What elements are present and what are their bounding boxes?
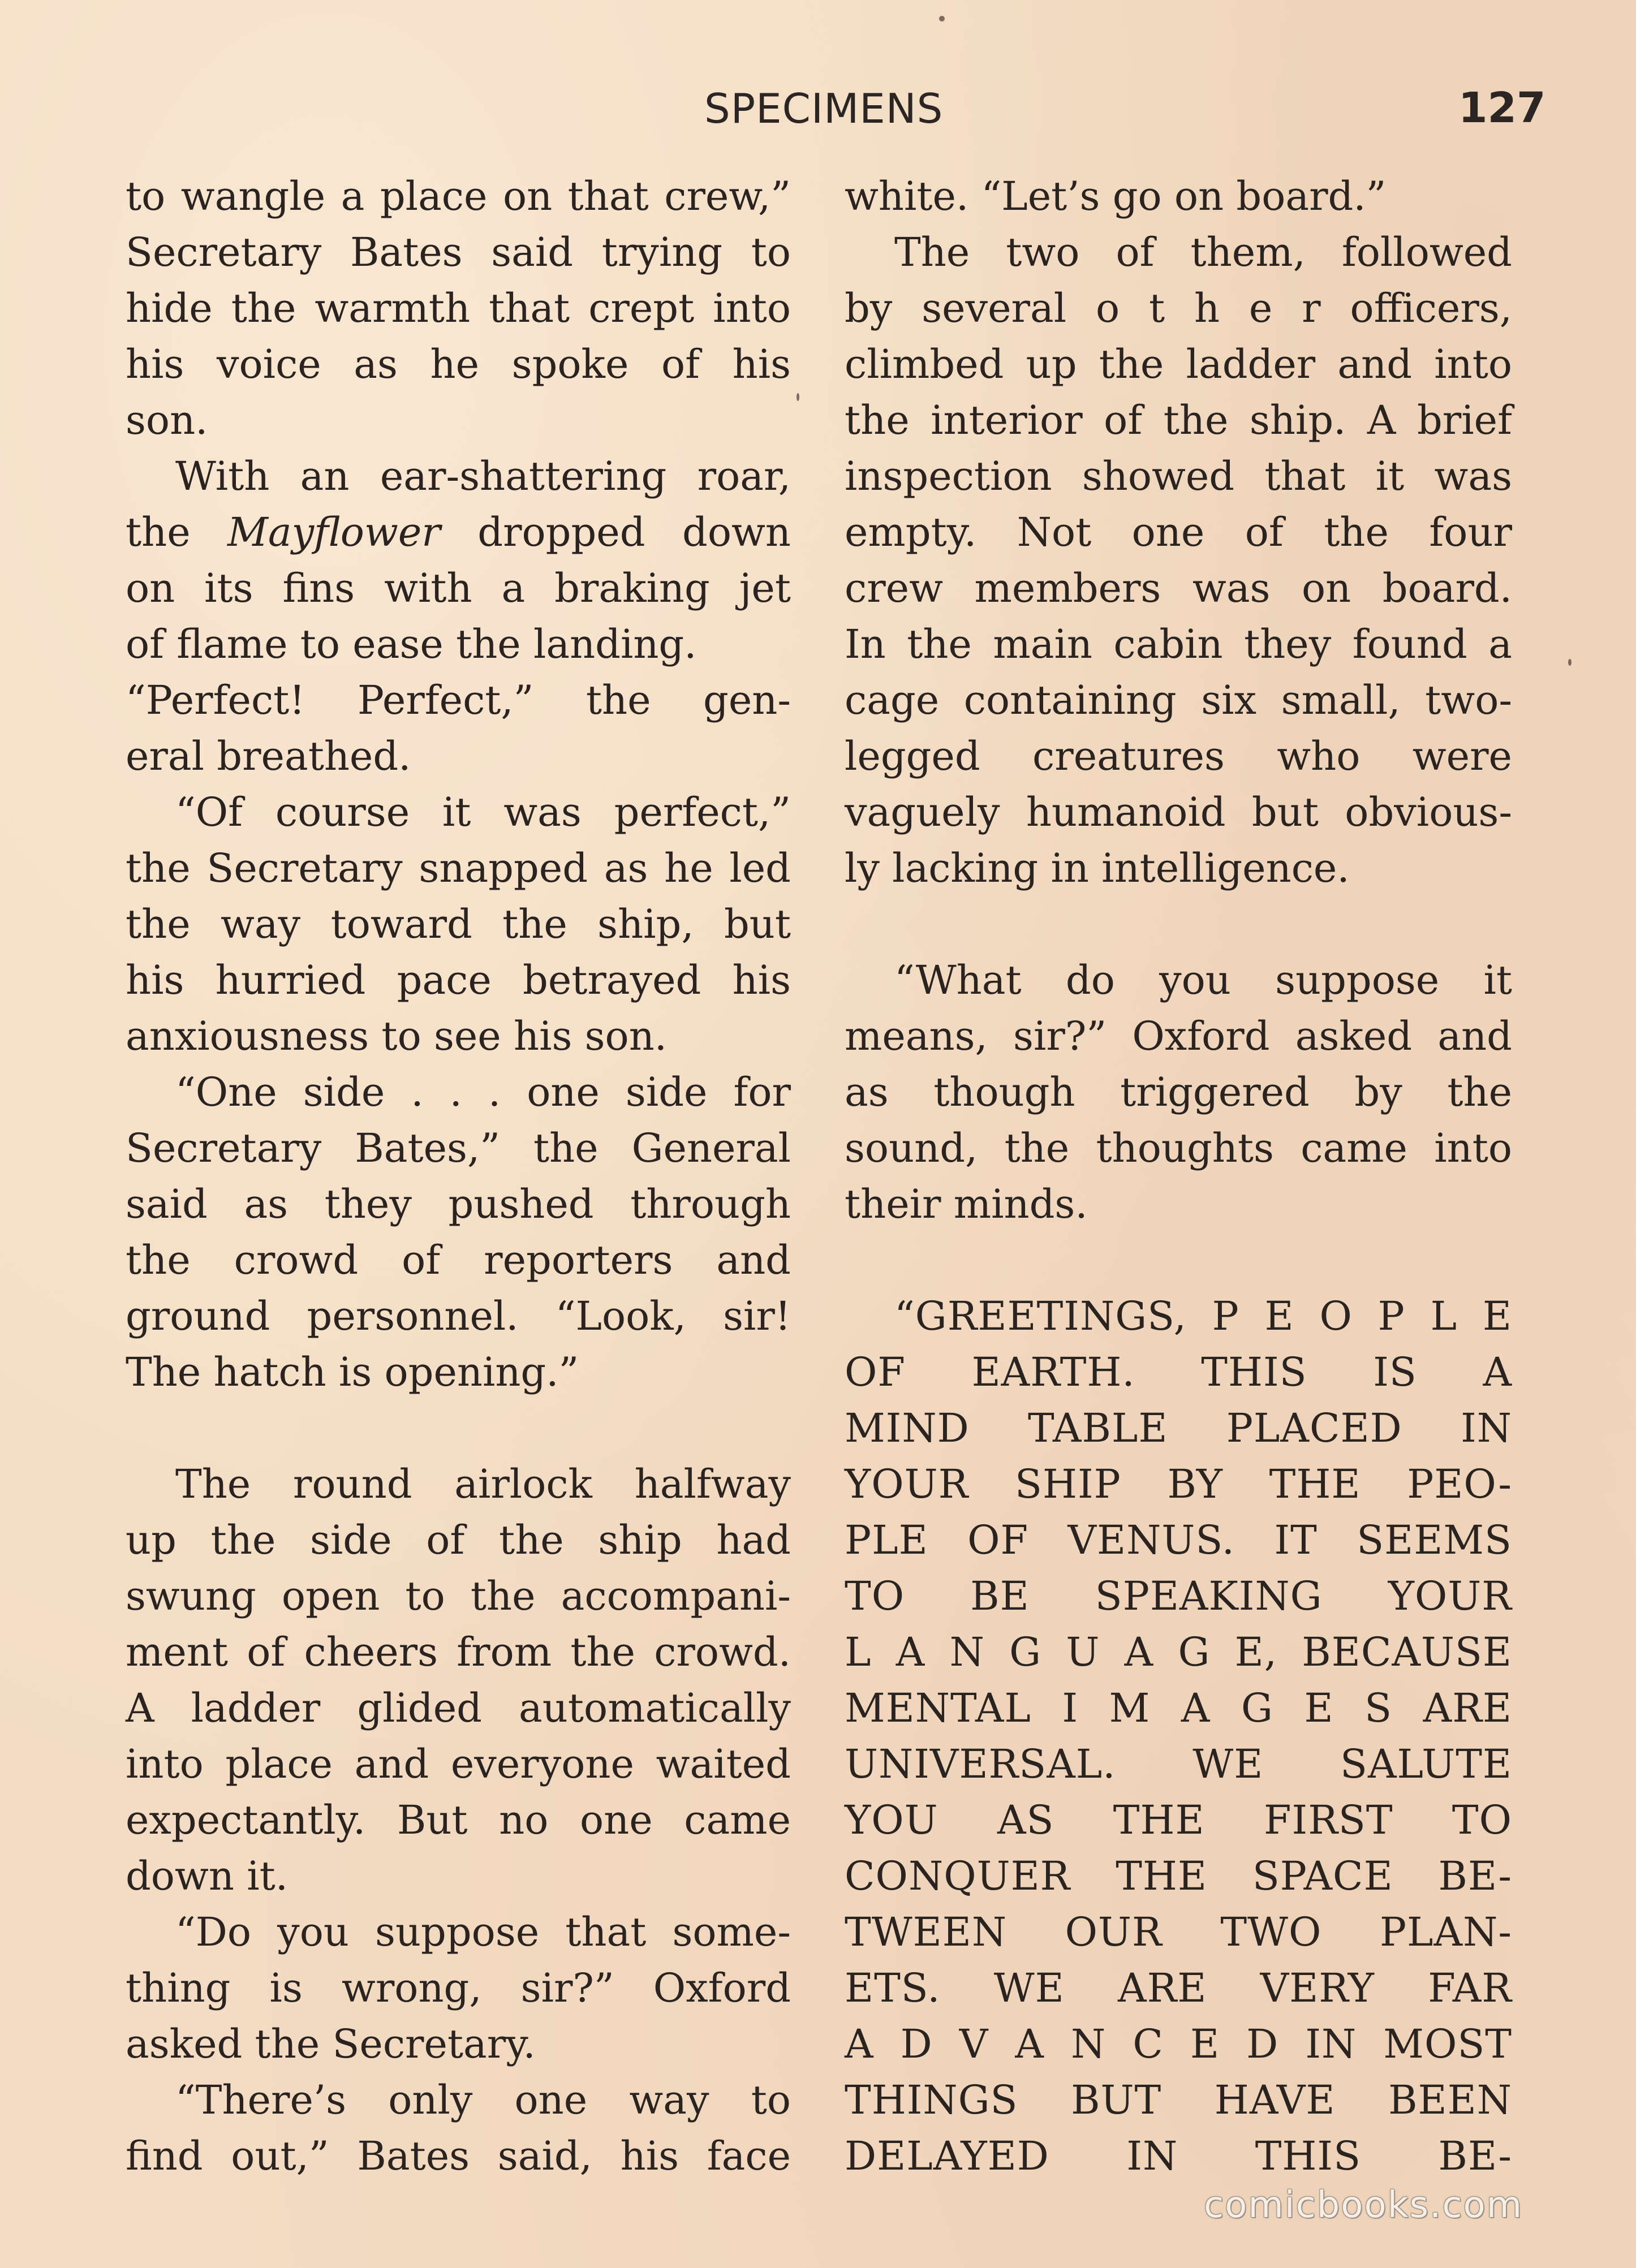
text-line: into place and everyone waited — [126, 1741, 791, 1787]
text-line: YOU AS THE FIRST TO — [845, 1797, 1512, 1843]
text-line: anxiousness to see his son. — [126, 1013, 668, 1059]
text-line: The round airlock halfway — [175, 1461, 791, 1507]
text-line: “There’s only one way to — [175, 2077, 791, 2123]
text-line: The hatch is opening.” — [126, 1349, 579, 1395]
text-line: vaguely humanoid but obvious- — [845, 789, 1512, 835]
text-line: The two of them, followed — [894, 229, 1512, 275]
text-line: “Perfect! Perfect,” the gen- — [126, 677, 791, 723]
right-text-column — [845, 169, 1512, 2184]
text-line: expectantly. But no one came — [126, 1797, 791, 1843]
text-line: climbed up the ladder and into — [845, 341, 1512, 387]
text-line: empty. Not one of the four — [845, 509, 1512, 555]
text-line: the interior of the ship. A brief — [845, 397, 1512, 443]
text-line: Secretary Bates said trying to — [126, 229, 791, 275]
text-line: legged creatures who were — [845, 733, 1512, 779]
text-line: to wangle a place on that crew,” — [126, 173, 791, 219]
text-line: OF EARTH. THIS IS A — [845, 1349, 1512, 1395]
text-line: of flame to ease the landing. — [126, 621, 697, 667]
text-line: UNIVERSAL. WE SALUTE — [845, 1741, 1512, 1787]
text-line: ly lacking in intelligence. — [845, 845, 1350, 891]
text-line: MENTAL I M A G E S ARE — [845, 1685, 1512, 1731]
text-line: said as they pushed through — [126, 1181, 791, 1227]
text-line: swung open to the accompani- — [126, 1573, 791, 1619]
text-line: asked the Secretary. — [126, 2021, 536, 2067]
text-line: In the main cabin they found a — [845, 621, 1512, 667]
text-line: With an ear-shattering roar, — [175, 453, 791, 499]
text-line: white. “Let’s go on board.” — [845, 173, 1387, 219]
text-line: up the side of the ship had — [126, 1517, 791, 1563]
text-line: the Mayflower dropped down — [126, 509, 791, 555]
text-line: MIND TABLE PLACED IN — [845, 1405, 1512, 1451]
text-line: “Of course it was perfect,” — [175, 789, 791, 835]
print-speck — [797, 393, 799, 401]
text-line: “GREETINGS, P E O P L E — [894, 1293, 1512, 1339]
text-line: eral breathed. — [126, 733, 411, 779]
text-line: “What do you suppose it — [894, 957, 1512, 1003]
text-line: the crowd of reporters and — [126, 1237, 791, 1283]
text-line: means, sir?” Oxford asked and — [845, 1013, 1512, 1059]
text-line: THINGS BUT HAVE BEEN — [845, 2077, 1512, 2123]
text-line: as though triggered by the — [845, 1069, 1512, 1115]
text-line: ETS. WE ARE VERY FAR — [845, 1965, 1512, 2011]
text-line: PLE OF VENUS. IT SEEMS — [845, 1517, 1512, 1563]
text-line: “One side . . . one side for — [175, 1069, 791, 1115]
text-line: A ladder glided automatically — [126, 1685, 791, 1731]
text-line: ground personnel. “Look, sir! — [126, 1293, 791, 1339]
print-speck — [939, 16, 945, 21]
text-line: TO BE SPEAKING YOUR — [845, 1573, 1512, 1619]
text-line: the way toward the ship, but — [126, 901, 791, 947]
print-speck — [1568, 659, 1572, 666]
text-line: find out,” Bates said, his face — [126, 2133, 791, 2179]
text-line: ment of cheers from the crowd. — [126, 1629, 791, 1675]
text-line: cage containing six small, two- — [845, 677, 1512, 723]
text-line: sound, the thoughts came into — [845, 1125, 1512, 1171]
text-line: crew members was on board. — [845, 565, 1512, 611]
running-header-title: SPECIMENS — [704, 85, 944, 132]
paragraph-gap — [845, 1232, 1512, 1288]
text-line: hide the warmth that crept into — [126, 285, 791, 331]
text-line: Secretary Bates,” the General — [126, 1125, 791, 1171]
paragraph-gap — [845, 896, 1512, 952]
left-text-column — [126, 169, 791, 2184]
text-line: L A N G U A G E, BECAUSE — [845, 1629, 1512, 1675]
text-line: son. — [126, 397, 208, 443]
text-line: A D V A N C E D IN MOST — [845, 2021, 1512, 2067]
text-line: on its fins with a braking jet — [126, 565, 791, 611]
text-line: his hurried pace betrayed his — [126, 957, 791, 1003]
paragraph-gap — [126, 1400, 791, 1456]
text-line: YOUR SHIP BY THE PEO- — [845, 1461, 1512, 1507]
text-line: inspection showed that it was — [845, 453, 1512, 499]
text-line: thing is wrong, sir?” Oxford — [126, 1965, 791, 2011]
text-line: by several o t h e r officers, — [845, 285, 1512, 331]
text-line: TWEEN OUR TWO PLAN- — [845, 1909, 1512, 1955]
text-line: down it. — [126, 1853, 288, 1899]
watermark-logo: comicbooks.com — [1204, 2184, 1523, 2226]
text-line: CONQUER THE SPACE BE- — [845, 1853, 1512, 1899]
page-number: 127 — [1458, 84, 1546, 132]
text-line: his voice as he spoke of his — [126, 341, 791, 387]
text-line: “Do you suppose that some- — [175, 1909, 791, 1955]
text-line: DELAYED IN THIS BE- — [845, 2133, 1512, 2179]
text-line: the Secretary snapped as he led — [126, 845, 791, 891]
text-line: their minds. — [845, 1181, 1088, 1227]
